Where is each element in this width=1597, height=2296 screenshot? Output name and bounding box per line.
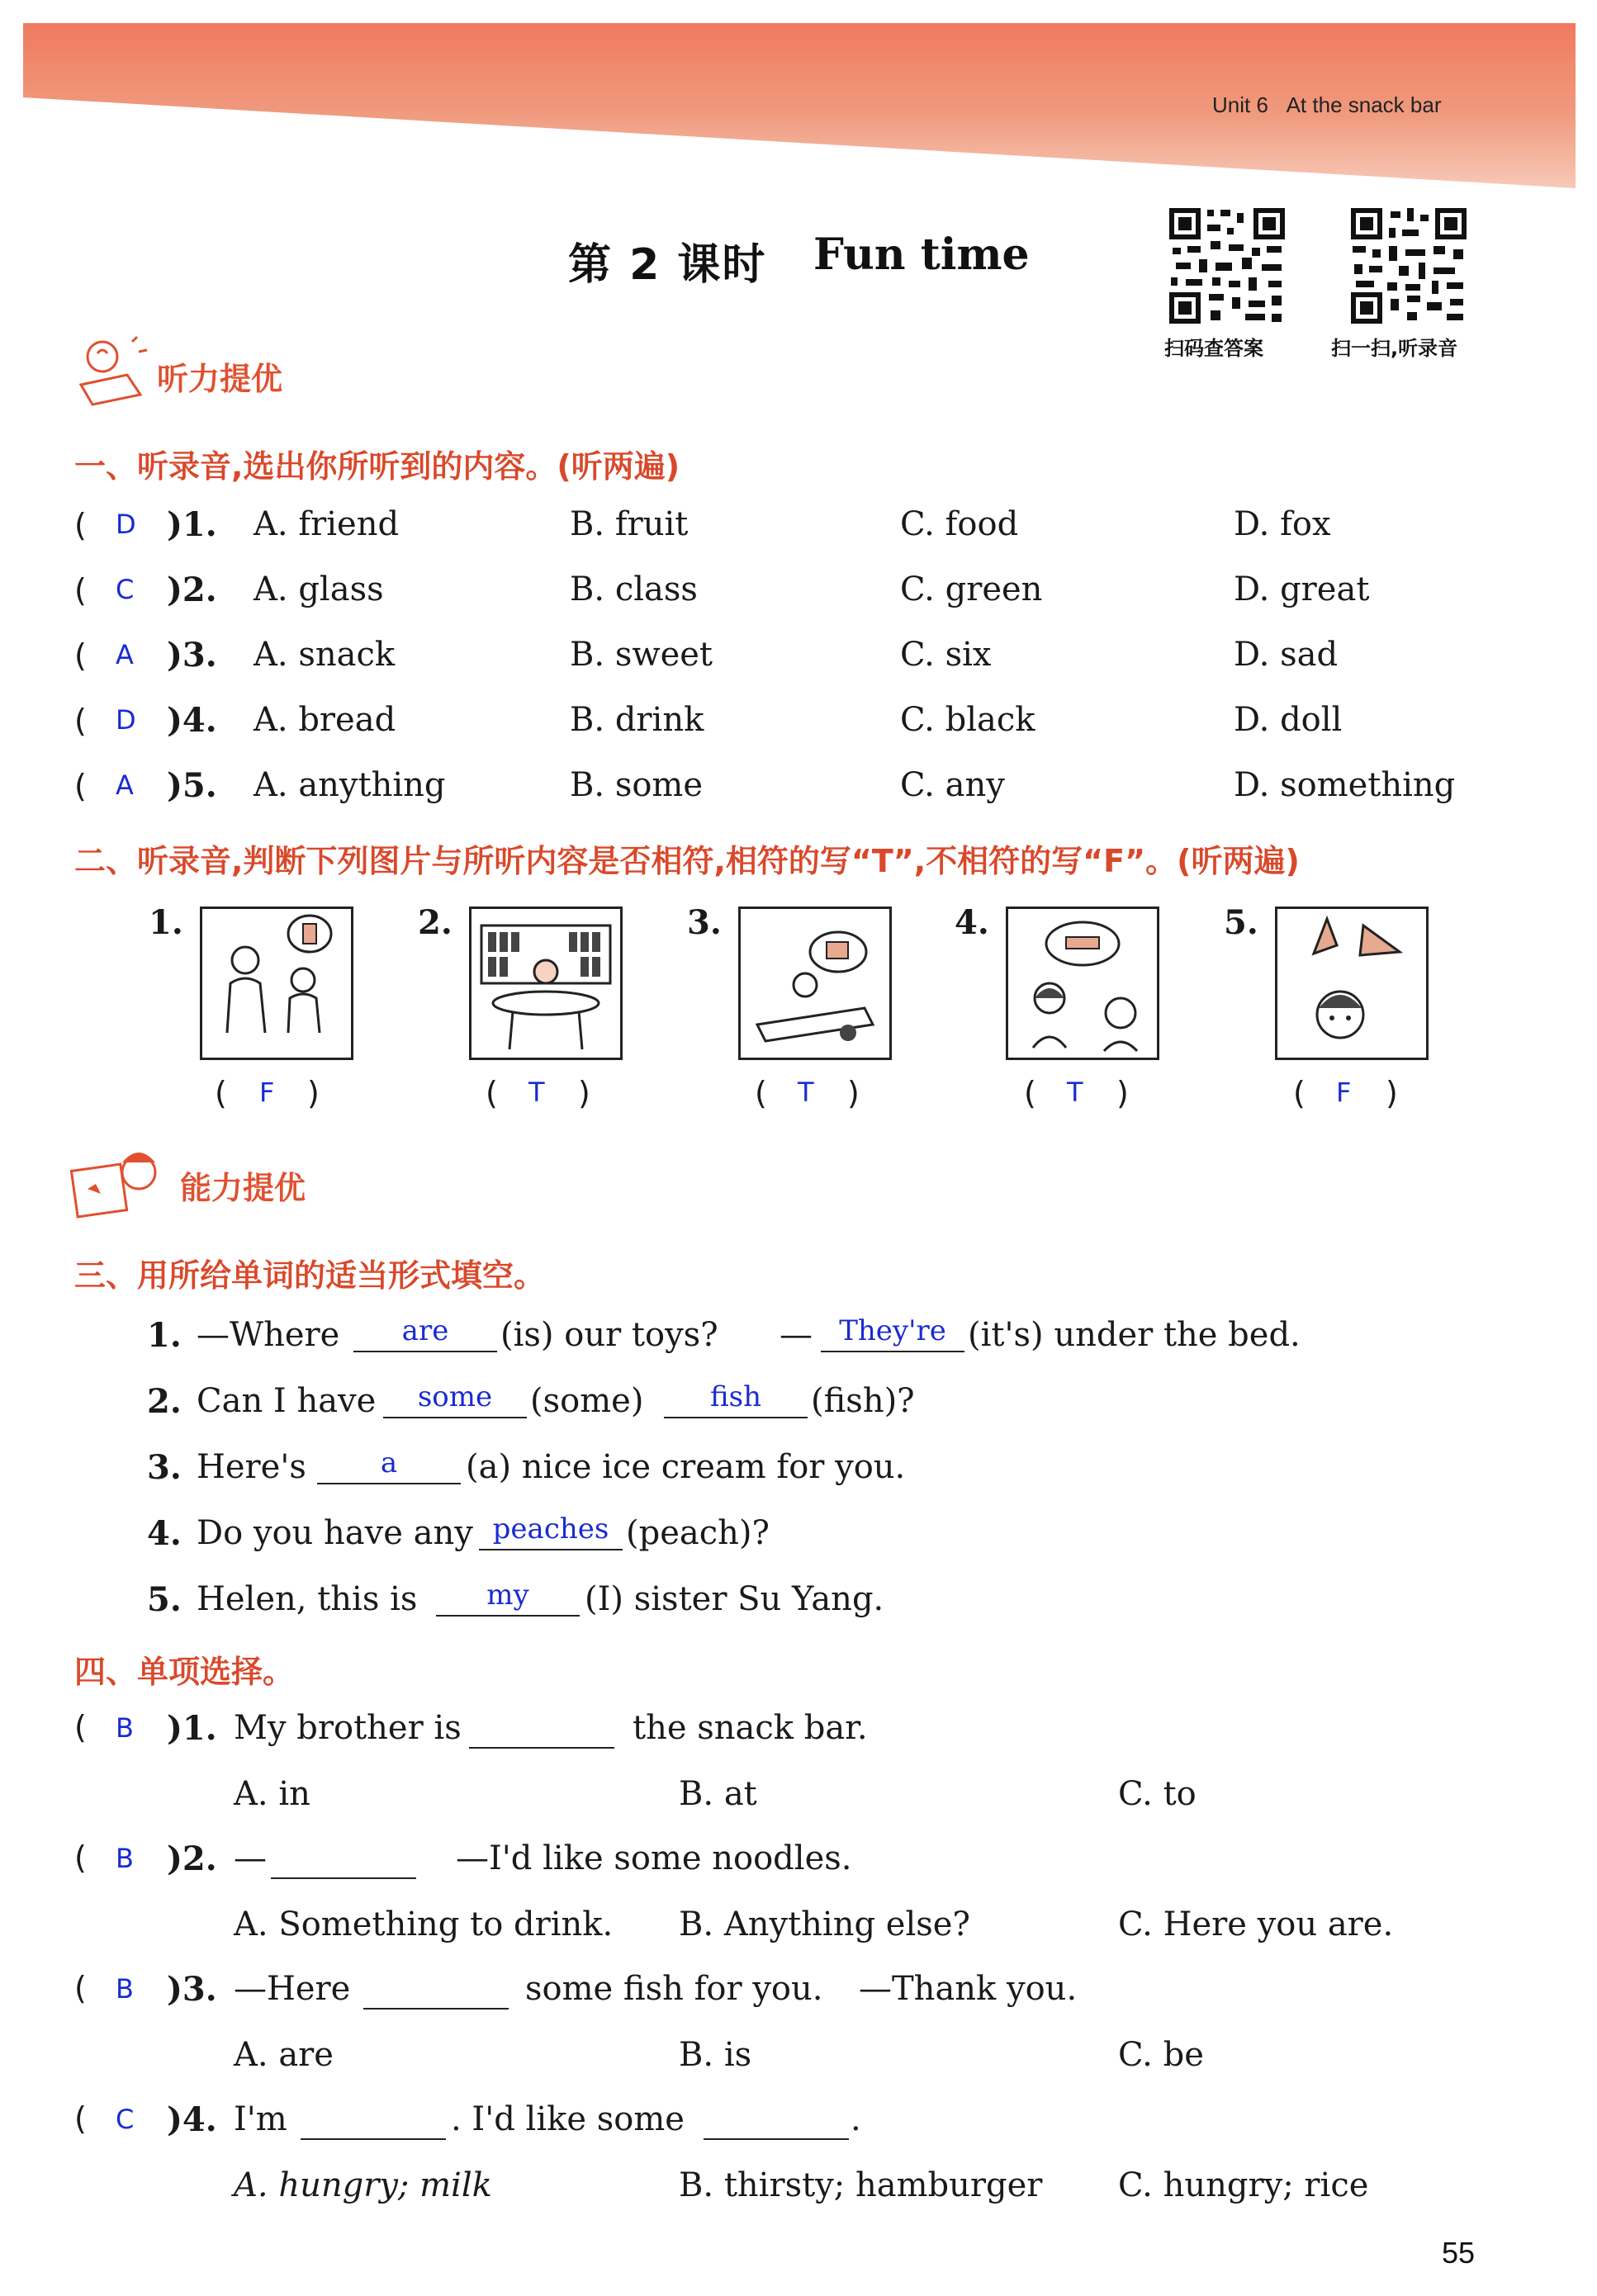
question-text: . I'd like some	[451, 2100, 685, 2138]
answer-paren: (	[755, 1075, 767, 1111]
picture-number: 2.	[418, 903, 453, 942]
part2-title: 二、听录音,判断下列图片与所听内容是否相符,相符的写“T”,不相符的写“F”。(听两遍)	[74, 843, 1300, 879]
question-text: (some)	[530, 1382, 644, 1420]
option-d: D. great	[1234, 570, 1370, 608]
ability-section-title: 能力提优	[180, 1170, 306, 1206]
option-b: B. drink	[570, 701, 704, 739]
option-d: D. fox	[1234, 505, 1331, 543]
answer-paren: (	[486, 1075, 498, 1111]
answer-paren: (	[74, 1709, 87, 1745]
unit-label: Unit 6 At the snack bar	[1212, 92, 1442, 117]
question-text: —Where	[197, 1316, 340, 1354]
answer-blank: a	[317, 1446, 461, 1484]
picture-3	[738, 907, 892, 1060]
listening-section-icon	[69, 334, 152, 413]
answer-text: F	[259, 1077, 275, 1108]
answer-text: A	[116, 769, 134, 801]
question-text: —	[780, 1316, 813, 1354]
question-number: )3.	[167, 636, 217, 675]
question-text: My brother is	[234, 1709, 462, 1747]
picture-4	[1006, 907, 1159, 1060]
question-text: .	[851, 2100, 861, 2138]
question-text: (peach)?	[626, 1514, 770, 1552]
answer-paren: )	[578, 1075, 590, 1111]
option-c: C. six	[900, 636, 992, 674]
option-c: C. any	[900, 766, 1005, 804]
option-b: B. at	[679, 1775, 757, 1813]
part4-title: 四、单项选择。	[74, 1654, 295, 1690]
answer-paren: )	[1116, 1075, 1129, 1111]
qr-code-answers[interactable]	[1166, 205, 1288, 327]
listening-section-title: 听力提优	[157, 361, 283, 397]
option-b: B. class	[570, 570, 698, 608]
answer-paren: (	[1024, 1075, 1036, 1111]
answer-text: T	[1067, 1077, 1083, 1108]
option-c: C. to	[1118, 1775, 1197, 1813]
answer-paren: )	[1386, 1075, 1398, 1111]
answer-paren: )	[847, 1075, 860, 1111]
answer-paren: (	[74, 2100, 87, 2137]
answer-text: T	[798, 1077, 814, 1108]
question-number: )2.	[167, 1839, 217, 1878]
option-b: B. fruit	[570, 505, 689, 543]
answer-blank	[704, 2102, 849, 2140]
question-number: )1.	[167, 505, 217, 544]
picture-number: 3.	[687, 903, 722, 942]
answer-blank: peaches	[479, 1513, 623, 1550]
option-a: A. friend	[254, 505, 400, 543]
question-number: )2.	[167, 570, 217, 609]
answer-text: C	[116, 2104, 135, 2135]
question-text: the snack bar.	[633, 1709, 868, 1747]
answer-paren: (	[215, 1075, 227, 1111]
option-b: B. is	[679, 2036, 752, 2074]
question-text: Can I have	[197, 1382, 377, 1420]
question-number: 2.	[147, 1382, 182, 1421]
option-d: D. sad	[1234, 636, 1339, 674]
question-number: 3.	[147, 1448, 182, 1487]
answer-text: B	[116, 1712, 134, 1744]
question-number: )4.	[167, 2100, 217, 2139]
option-d: D. something	[1234, 766, 1456, 804]
part3-title: 三、用所给单词的适当形式填空。	[74, 1257, 546, 1294]
question-text: —I'd like some noodles.	[456, 1839, 852, 1877]
picture-5	[1275, 907, 1429, 1060]
option-c: C. black	[900, 701, 1035, 739]
picture-number: 1.	[149, 903, 183, 942]
option-c: C. be	[1118, 2036, 1204, 2074]
option-c: C. green	[900, 570, 1043, 608]
qr-caption-audio: 扫一扫,听录音	[1331, 337, 1458, 360]
question-text: (fish)?	[811, 1382, 915, 1420]
picture-number: 4.	[955, 903, 989, 942]
option-b: B. thirsty; hamburger	[679, 2166, 1043, 2204]
question-text: Here's	[197, 1448, 306, 1486]
question-number: 5.	[147, 1580, 182, 1619]
question-text: (is) our toys?	[500, 1316, 718, 1354]
option-c: C. food	[900, 505, 1019, 543]
qr-code-audio[interactable]	[1348, 205, 1470, 327]
option-a: A. Something to drink.	[234, 1905, 614, 1943]
answer-blank: They're	[821, 1314, 964, 1352]
question-number: 1.	[147, 1316, 182, 1355]
option-c: C. hungry; rice	[1118, 2166, 1369, 2204]
answer-paren: )	[307, 1075, 320, 1111]
question-text: (it's) under the bed.	[968, 1316, 1301, 1354]
option-a: A. anything	[254, 766, 446, 804]
answer-text: D	[116, 704, 136, 736]
option-a: A. are	[234, 2036, 334, 2074]
answer-text: C	[116, 574, 135, 605]
ability-section-icon	[69, 1146, 167, 1228]
answer-text: A	[116, 639, 134, 670]
answer-paren: (	[74, 1970, 87, 2006]
option-d: D. doll	[1234, 701, 1343, 739]
answer-paren: (	[74, 1839, 87, 1876]
answer-blank: some	[383, 1380, 527, 1418]
option-c: C. Here you are.	[1118, 1905, 1394, 1943]
option-a: A. hungry; milk	[234, 2166, 492, 2204]
question-number: 4.	[147, 1514, 182, 1553]
question-number: )4.	[167, 701, 217, 740]
option-a: A. in	[234, 1775, 310, 1813]
question-number: )3.	[167, 1970, 217, 2009]
option-a: A. snack	[254, 636, 396, 674]
page-number: 55	[1442, 2236, 1476, 2270]
question-text: —	[234, 1839, 267, 1877]
answer-blank	[363, 1972, 509, 2010]
question-text: I'm	[234, 2100, 287, 2138]
answer-blank	[469, 1711, 614, 1749]
question-text: (I) sister Su Yang.	[585, 1580, 884, 1618]
picture-number: 5.	[1224, 903, 1258, 942]
question-text: —Here	[234, 1970, 351, 2008]
lesson-title-cn: 第 2 课时	[568, 240, 767, 290]
picture-2	[469, 907, 623, 1060]
option-b: B. Anything else?	[679, 1905, 970, 1943]
question-number: )5.	[167, 766, 217, 805]
answer-blank: are	[353, 1314, 497, 1352]
question-text: Do you have any	[197, 1514, 473, 1552]
lesson-title-en: Fun time	[813, 230, 1030, 280]
option-a: A. glass	[254, 570, 384, 608]
picture-1	[200, 907, 353, 1060]
question-text: some fish for you.	[525, 1970, 823, 2008]
answer-blank: fish	[664, 1380, 808, 1418]
answer-text: T	[528, 1077, 545, 1108]
question-number: )1.	[167, 1709, 217, 1748]
answer-text: F	[1336, 1077, 1352, 1108]
part1-title: 一、听录音,选出你所听到的内容。(听两遍)	[74, 448, 680, 485]
option-b: B. sweet	[570, 636, 713, 674]
question-text: Helen, this is	[197, 1580, 418, 1618]
option-a: A. bread	[254, 701, 396, 739]
question-text: —Thank you.	[859, 1970, 1078, 2008]
answer-blank	[301, 2102, 446, 2140]
answer-text: D	[116, 509, 136, 540]
answer-blank	[271, 1841, 416, 1879]
question-text: (a) nice ice cream for you.	[466, 1448, 906, 1486]
answer-text: B	[116, 1843, 134, 1874]
answer-blank: my	[436, 1579, 580, 1617]
option-b: B. some	[570, 766, 704, 804]
answer-paren: (	[1293, 1075, 1306, 1111]
answer-text: B	[116, 1973, 134, 2005]
qr-caption-answers: 扫码查答案	[1164, 337, 1263, 360]
